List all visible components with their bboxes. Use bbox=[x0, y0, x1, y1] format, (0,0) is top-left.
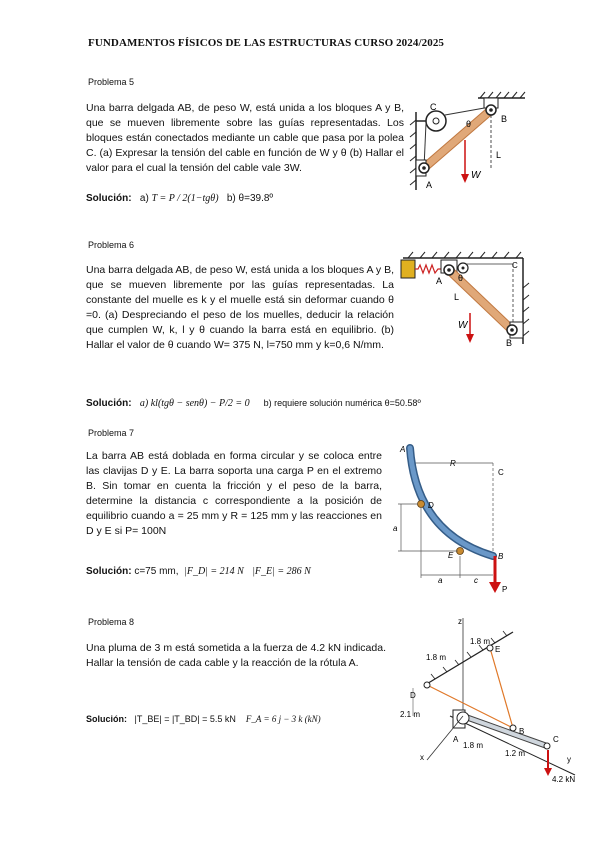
problem-7-solution bbox=[86, 566, 311, 577]
problem-7-solution-fe: |F_E| = 286 N bbox=[252, 566, 311, 577]
problem-7-text: La barra AB está doblada en forma circular y se coloca entre las clavijas D y E. La barra soporta una carga P en el extremo B. Sin tomar en cuenta la fricción y el peso de la barra, determine la distancia c correspondiente a la posición de equilibrio cuando a = 25 mm y R = 125 mm y las reacciones en D y E si P= 100N bbox=[86, 450, 382, 537]
problem-6-solution-b: b) requiere solución numérica θ=50.58º bbox=[263, 398, 421, 408]
problem-6-solution-label: Solución: bbox=[86, 398, 132, 409]
p5-label-W: W bbox=[471, 170, 481, 181]
problem-5-figure bbox=[400, 90, 530, 202]
p6-label-B: B bbox=[506, 338, 513, 348]
p8-label-d1: 1.8 m bbox=[470, 637, 491, 646]
p5-label-A: A bbox=[426, 180, 433, 190]
p5-label-B: B bbox=[501, 114, 508, 124]
problem-6-text: Una barra delgada AB, de peso W, está unida a los bloques A y B, que se mueven libremente por las guías representadas. La constante del muelle es k y el muelle está sin deformar cuando θ =0. (a) Despreciando el peso de los muelles, deducir la relación que cumplen W, k, l y θ cuando la barra está en equilibrio. (b) Hallar el valor de θ cuando W= 375 N, l=750 mm y k=0,6 N/mm. bbox=[86, 264, 394, 351]
p8-label-d4: 1.8 m bbox=[463, 741, 484, 750]
p8-label-z: z bbox=[458, 617, 462, 626]
problem-7-figure bbox=[388, 438, 523, 598]
problem-8-title: Problema 8 bbox=[88, 617, 135, 627]
p8-label-C: C bbox=[553, 735, 559, 744]
problem-8-figure bbox=[395, 610, 585, 788]
problem-7-title: Problema 7 bbox=[88, 428, 135, 438]
p5-label-theta: θ bbox=[466, 119, 472, 129]
problem-5-solution-label: Solución: bbox=[86, 193, 132, 204]
p7-label-c: c bbox=[474, 576, 478, 585]
p8-label-D: D bbox=[410, 691, 416, 700]
problem-8-solution-fa: F_A = 6 j − 3 k (kN) bbox=[245, 714, 321, 724]
problem-6-figure bbox=[398, 248, 533, 358]
p8-label-force: 4.2 kN bbox=[552, 775, 576, 784]
p6-label-A: A bbox=[436, 276, 443, 286]
p6-label-L: L bbox=[454, 292, 460, 302]
p7-label-A: A bbox=[400, 445, 406, 454]
p8-label-d3: 2.1 m bbox=[400, 710, 421, 719]
p8-label-A: A bbox=[453, 735, 459, 744]
problem-7-solution-fd: |F_D| = 214 N bbox=[184, 566, 244, 577]
p7-label-P: P bbox=[502, 585, 508, 594]
problem-5-solution-b: b) θ=39.8º bbox=[226, 193, 274, 204]
p8-label-x: x bbox=[420, 753, 424, 762]
problem-5-solution bbox=[86, 193, 273, 204]
problem-7-solution-c: c=75 mm, bbox=[134, 566, 179, 577]
problem-8-solution-tensions: |T_BE| = |T_BD| = 5.5 kN bbox=[134, 714, 236, 724]
p6-label-theta: θ bbox=[458, 273, 464, 283]
problem-8-text: Una pluma de 3 m está sometida a la fuerza de 4.2 kN indicada. Hallar la tensión de cada cable y la reacción de la rótula A. bbox=[86, 642, 386, 669]
p7-label-C: C bbox=[498, 468, 504, 477]
problem-5-solution-a: T = P / 2(1−tgθ) bbox=[151, 193, 219, 204]
problem-6-solution bbox=[86, 398, 421, 409]
p5-label-C: C bbox=[430, 102, 437, 112]
p8-label-d5: 1.2 m bbox=[505, 749, 526, 758]
p8-label-d2: 1.8 m bbox=[426, 653, 447, 662]
p8-label-y: y bbox=[567, 755, 571, 764]
p7-label-E: E bbox=[448, 551, 454, 560]
p6-label-C: C bbox=[512, 261, 518, 270]
p7-label-a-vertical: a bbox=[393, 524, 398, 533]
p5-label-L: L bbox=[496, 150, 502, 160]
p6-label-W: W bbox=[458, 320, 468, 331]
problem-6-title: Problema 6 bbox=[88, 240, 135, 250]
problem-5-solution-a-label: a) bbox=[139, 193, 149, 204]
page-header: FUNDAMENTOS FÍSICOS DE LAS ESTRUCTURAS CURSO 2024/2025 bbox=[88, 37, 445, 49]
problem-5-title: Problema 5 bbox=[88, 77, 135, 87]
problem-8-solution-label: Solución: bbox=[86, 714, 127, 724]
problem-8-solution bbox=[86, 714, 321, 724]
problem-6-solution-a: a) kl(tgθ − senθ) − P/2 = 0 bbox=[139, 398, 250, 409]
p7-label-B: B bbox=[498, 552, 504, 561]
p7-label-a-horizontal: a bbox=[438, 576, 443, 585]
problem-5-text: Una barra delgada AB, de peso W, está unida a los bloques A y B, que se mueven libremente sobre las guías representadas. Los bloques están conectados mediante un cable que pasa por la polea C. (a) Expresar la tensión del cable en función de W y θ (b) Hallar el valor para el cual la tensión del cable vale 3W. bbox=[86, 102, 404, 174]
p7-label-D: D bbox=[428, 501, 434, 510]
p7-label-R: R bbox=[450, 459, 456, 468]
p8-label-B: B bbox=[519, 727, 525, 736]
p8-label-E: E bbox=[495, 645, 501, 654]
problem-7-solution-label: Solución: bbox=[86, 566, 132, 577]
